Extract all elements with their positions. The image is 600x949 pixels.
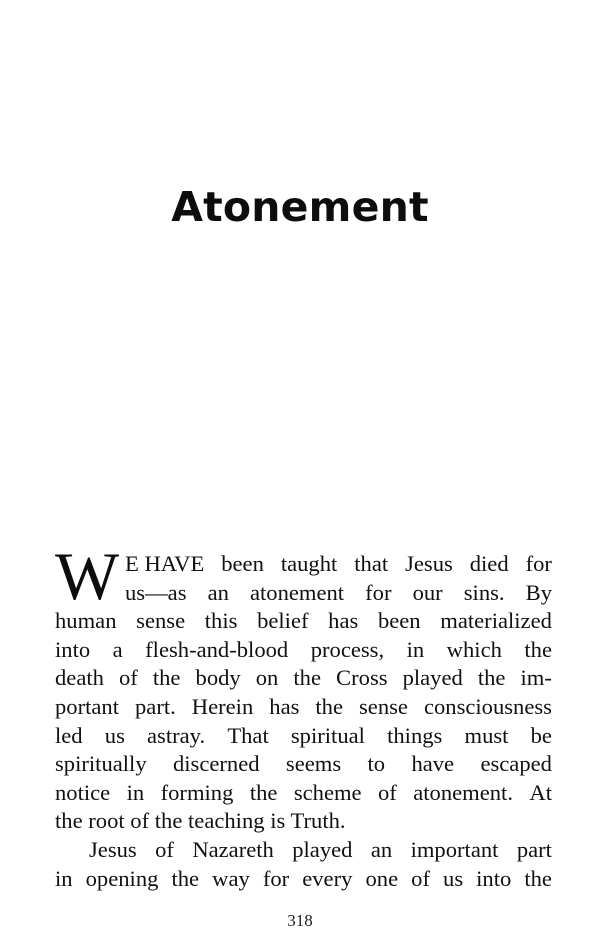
word: our bbox=[412, 579, 443, 605]
word: the bbox=[524, 865, 552, 891]
word: part bbox=[516, 836, 552, 862]
text-line bbox=[55, 750, 552, 779]
word: Jesus bbox=[89, 836, 137, 862]
word: played bbox=[402, 665, 463, 691]
word: the bbox=[171, 865, 200, 891]
word: played bbox=[292, 836, 353, 862]
word: human bbox=[55, 608, 117, 634]
word: us—as bbox=[125, 579, 187, 605]
word: into bbox=[476, 865, 512, 891]
word: for bbox=[365, 579, 392, 605]
word: into bbox=[55, 636, 91, 662]
word: forming bbox=[160, 779, 234, 805]
chapter-title: Atonement bbox=[171, 183, 429, 231]
word: this bbox=[204, 608, 238, 634]
word: been bbox=[221, 551, 264, 576]
text-line bbox=[55, 607, 552, 636]
word: sense bbox=[359, 693, 408, 719]
word: one bbox=[365, 865, 399, 891]
word: belief bbox=[257, 608, 309, 634]
word: of bbox=[411, 865, 430, 891]
text-line bbox=[55, 865, 552, 894]
word: taught bbox=[280, 551, 338, 576]
word: the bbox=[152, 665, 181, 691]
word: things bbox=[387, 722, 443, 748]
word: portant bbox=[55, 693, 119, 719]
word: every bbox=[302, 865, 353, 891]
word: on bbox=[255, 665, 279, 691]
word: the bbox=[315, 693, 343, 719]
word: led bbox=[55, 722, 83, 748]
word: a bbox=[112, 636, 123, 662]
word: that bbox=[354, 551, 389, 576]
word: escaped bbox=[480, 751, 552, 777]
word: the bbox=[524, 636, 552, 662]
word: has bbox=[269, 693, 300, 719]
word: death bbox=[55, 665, 104, 691]
word: E HAVE bbox=[125, 551, 205, 576]
word: scheme bbox=[293, 779, 362, 805]
word: seems bbox=[285, 751, 342, 777]
text-line bbox=[55, 693, 552, 722]
word: process, bbox=[310, 636, 385, 662]
word: in bbox=[55, 865, 73, 891]
word: have bbox=[411, 751, 455, 777]
word: which bbox=[446, 636, 502, 662]
word: must bbox=[464, 722, 509, 748]
word: That bbox=[227, 722, 269, 748]
word: sins. bbox=[463, 579, 505, 605]
word: the bbox=[293, 665, 321, 691]
word: an bbox=[370, 836, 393, 862]
drop-cap: W bbox=[55, 538, 120, 614]
word: im- bbox=[520, 665, 552, 691]
word: atonement bbox=[249, 579, 345, 605]
word: important bbox=[410, 836, 499, 862]
text-line: the root of the teaching is Truth. bbox=[55, 808, 346, 834]
word: to bbox=[367, 751, 386, 777]
word: way bbox=[212, 865, 250, 891]
word: flesh-and-blood bbox=[145, 636, 289, 662]
word: Jesus bbox=[405, 551, 453, 576]
text-line bbox=[55, 579, 552, 608]
text-line bbox=[55, 636, 552, 665]
word: the bbox=[249, 779, 278, 805]
word: atonement. bbox=[413, 779, 513, 805]
text-line bbox=[55, 722, 552, 751]
word: us bbox=[443, 865, 464, 891]
word: of bbox=[155, 836, 174, 862]
text-line bbox=[55, 779, 552, 808]
word: for bbox=[262, 865, 290, 891]
word: part. bbox=[135, 693, 176, 719]
word: the bbox=[477, 665, 506, 691]
word: in bbox=[126, 779, 145, 805]
word: astray. bbox=[147, 722, 206, 748]
word: died bbox=[469, 551, 509, 576]
word: By bbox=[525, 579, 552, 605]
word: Nazareth bbox=[192, 836, 274, 862]
word: Herein bbox=[191, 693, 254, 719]
word: notice bbox=[55, 779, 111, 805]
word: of bbox=[118, 665, 138, 691]
word: has bbox=[328, 608, 359, 634]
word: Cross bbox=[336, 665, 388, 691]
word: sense bbox=[136, 608, 186, 634]
word: opening bbox=[85, 865, 159, 891]
body-text bbox=[55, 550, 552, 893]
word: us bbox=[104, 722, 125, 748]
word: been bbox=[377, 608, 421, 634]
word: At bbox=[529, 779, 552, 805]
word: in bbox=[406, 636, 425, 662]
paragraph-1 bbox=[55, 550, 552, 836]
text-line bbox=[55, 836, 552, 865]
page-number: 318 bbox=[287, 911, 313, 930]
text-line bbox=[55, 664, 552, 693]
word: materialized bbox=[440, 608, 552, 634]
paragraph-2 bbox=[55, 836, 552, 893]
word: an bbox=[207, 579, 229, 605]
word: of bbox=[377, 779, 397, 805]
word: spiritual bbox=[290, 722, 365, 748]
word: be bbox=[530, 722, 552, 748]
word: consciousness bbox=[423, 693, 552, 719]
word: for bbox=[525, 551, 552, 576]
text-line bbox=[55, 550, 552, 579]
word: spiritually bbox=[55, 751, 147, 777]
word: discerned bbox=[172, 751, 260, 777]
word: body bbox=[195, 665, 241, 691]
